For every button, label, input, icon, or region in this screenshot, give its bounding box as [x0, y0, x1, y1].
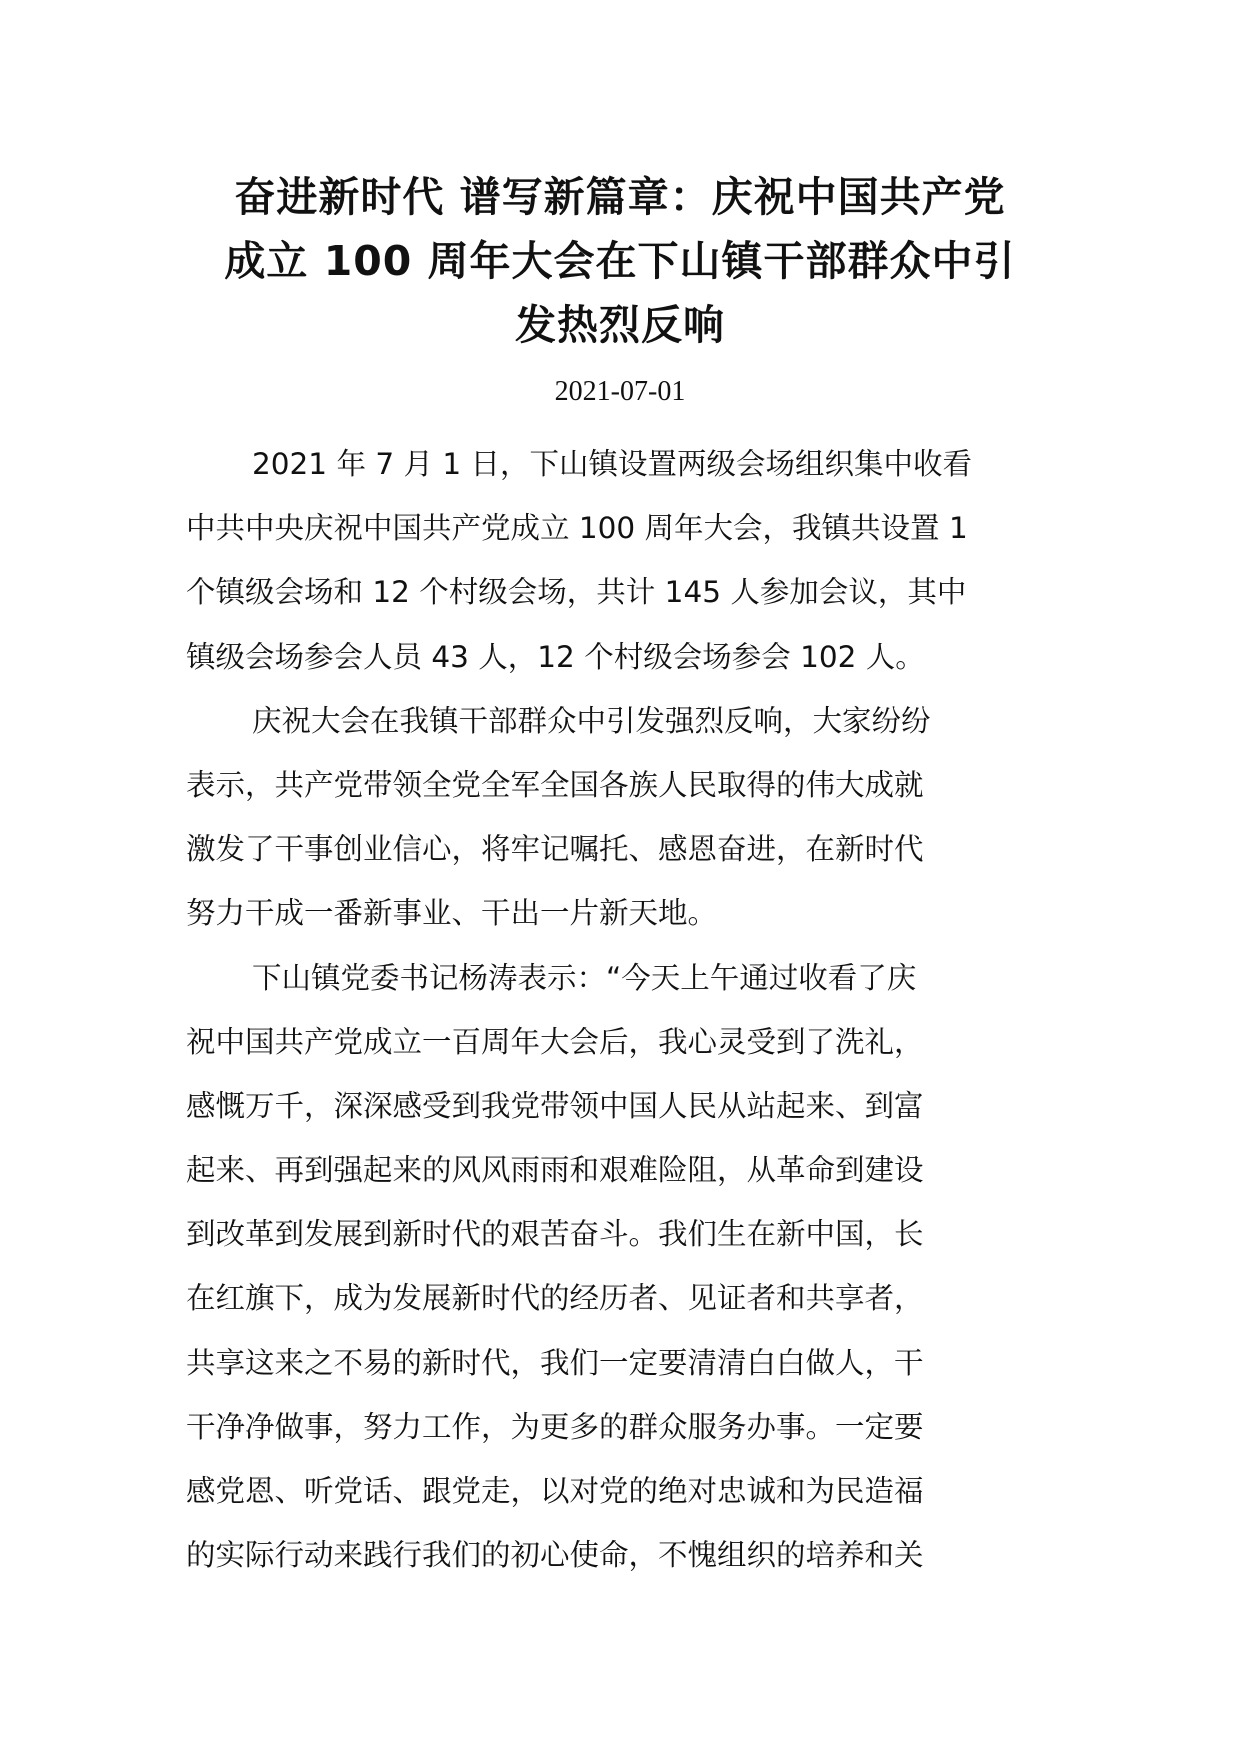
- paragraph-3: [186, 946, 1058, 1588]
- title-line: 成立 100 周年大会在下山镇干部群众中引: [224, 237, 1016, 286]
- title-line: 发热烈反响: [515, 301, 725, 350]
- text-line: 干净净做事，努力工作，为更多的群众服务办事。一定要: [186, 1409, 924, 1444]
- paragraph-2: [186, 689, 1058, 946]
- text-line: 表示，共产党带领全党全军全国各族人民取得的伟大成就: [186, 767, 924, 802]
- text-line: 感党恩、听党话、跟党走，以对党的绝对忠诚和为民造福: [186, 1474, 924, 1508]
- text-line: 起来、再到强起来的风风雨雨和艰难险阻，从革命到建设: [186, 1153, 924, 1188]
- text-line: 祝中国共产党成立一百周年大会后，我心灵受到了洗礼，: [186, 1024, 924, 1059]
- text-line: 下山镇党委书记杨涛表示：“今天上午通过收看了庆: [252, 960, 917, 995]
- text-line: 感慨万千，深深感受到我党带领中国人民从站起来、到富: [186, 1088, 924, 1123]
- text-line: 共享这来之不易的新时代，我们一定要清清白白做人，干: [186, 1345, 924, 1380]
- article-body: [186, 432, 1058, 1587]
- text-line: 的实际行动来践行我们的初心使命，不愧组织的培养和关: [186, 1538, 924, 1573]
- text-line: 到改革到发展到新时代的艰苦奋斗。我们生在新中国，长: [186, 1217, 924, 1252]
- publish-date: 2021-07-01: [554, 376, 686, 407]
- text-line: 庆祝大会在我镇干部群众中引发强烈反响，大家纷纷: [252, 703, 931, 738]
- title-line: 奋进新时代 谱写新篇章：庆祝中国共产党: [234, 173, 1006, 221]
- text-line: 努力干成一番新事业、干出一片新天地。: [186, 896, 718, 931]
- text-line: 2021 年 7 月 1 日，下山镇设置两级会场组织集中收看: [252, 447, 972, 481]
- text-line: 个镇级会场和 12 个村级会场，共计 145 人参加会议，其中: [186, 575, 967, 610]
- text-line: 镇级会场参会人员 43 人，12 个村级会场参会 102 人。: [186, 639, 925, 674]
- text-line: 在红旗下，成为发展新时代的经历者、见证者和共享者，: [186, 1281, 924, 1316]
- text-line: 激发了干事创业信心，将牢记嘱托、感恩奋进，在新时代: [186, 832, 924, 867]
- paragraph-1: [186, 432, 1058, 689]
- document-title: [190, 166, 1050, 359]
- text-line: 中共中央庆祝中国共产党成立 100 周年大会，我镇共设置 1: [186, 511, 968, 546]
